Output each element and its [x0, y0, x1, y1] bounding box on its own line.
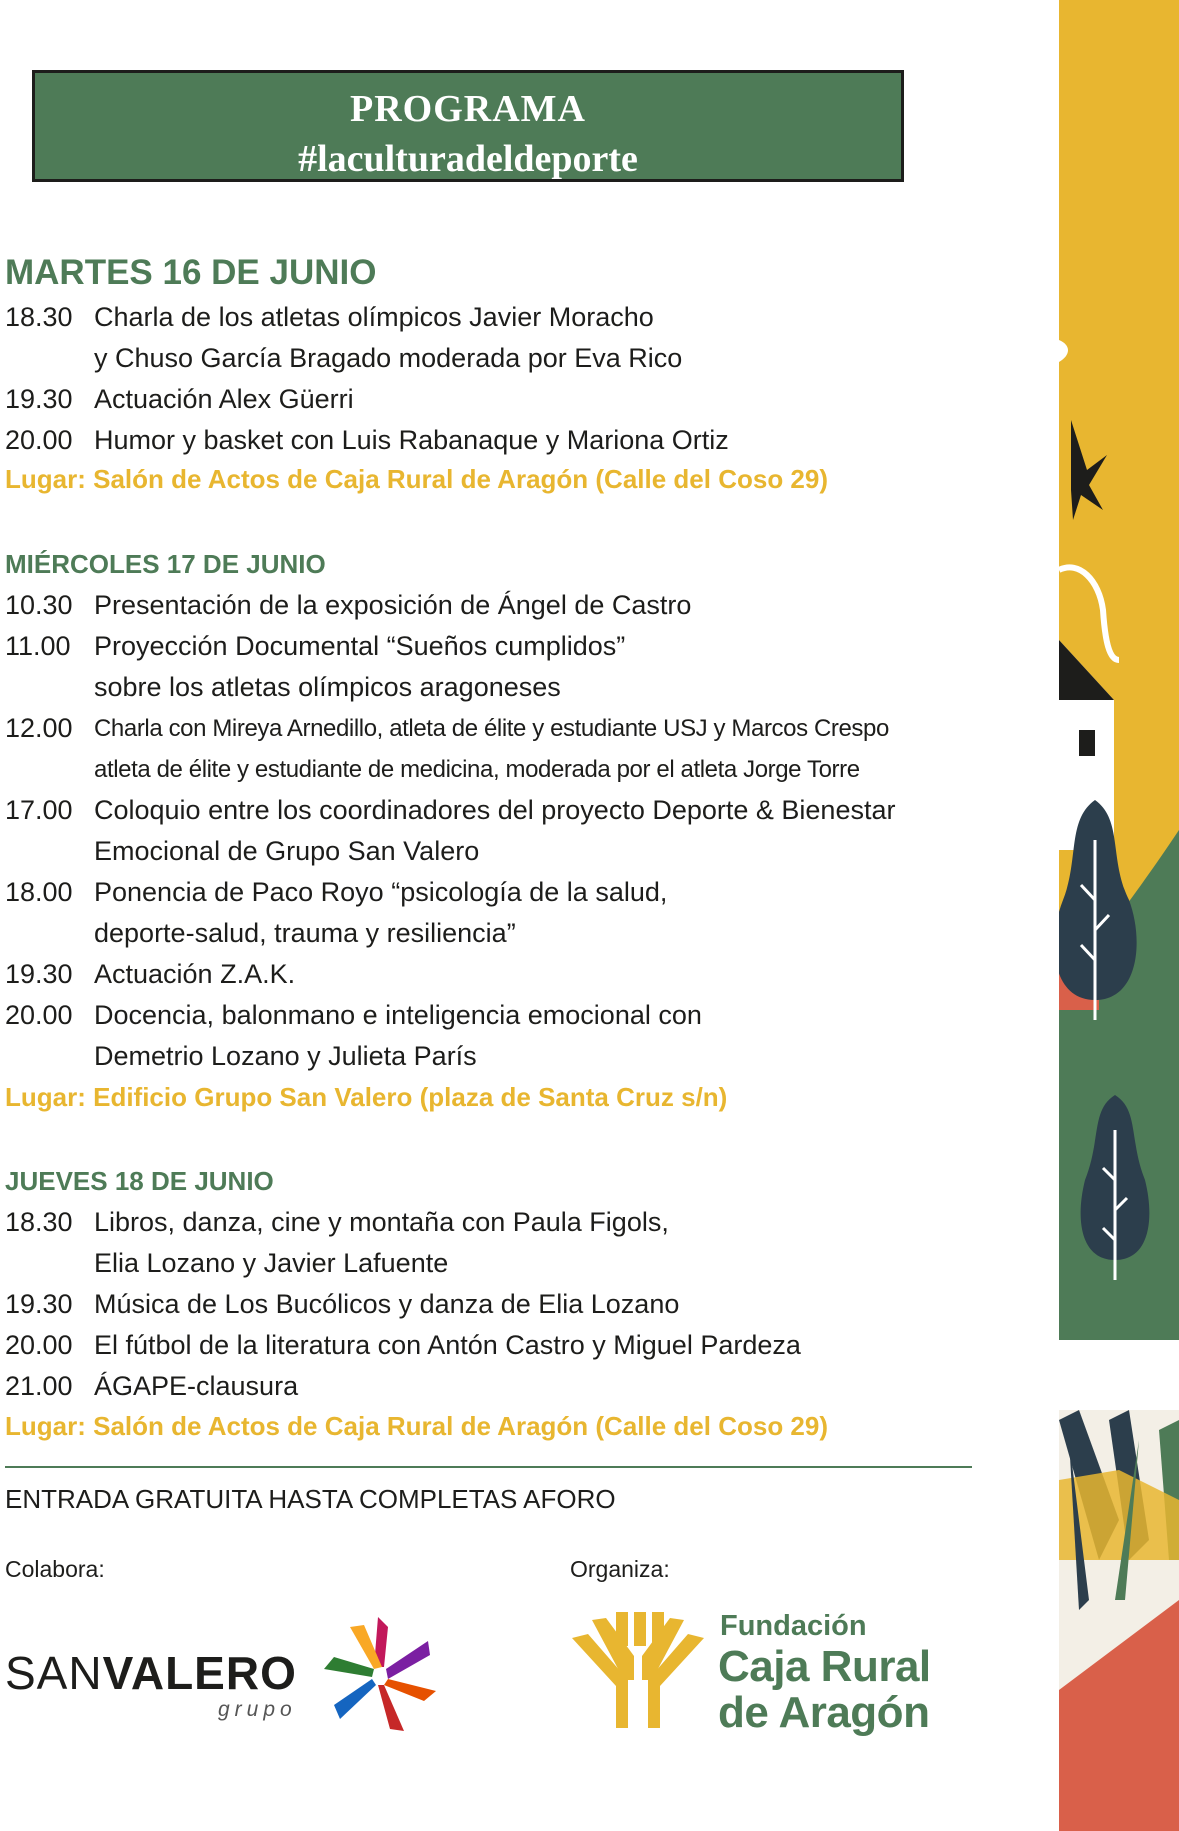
event-time: 12.00: [5, 713, 73, 743]
sanvalero-logo: [5, 1610, 445, 1750]
fundacion-caja-rural-logo: [568, 1610, 968, 1740]
venue-tuesday: Lugar: Salón de Actos de Caja Rural de Aragón (Calle del Coso 29): [5, 464, 829, 494]
event-text: El fútbol de la literatura con Antón Castro y Miguel Pardeza: [94, 1330, 801, 1360]
sanvalero-star-icon: [315, 1610, 445, 1740]
free-entry-notice: ENTRADA GRATUITA HASTA COMPLETAS AFORO: [5, 1484, 616, 1514]
event-text: Proyección Documental “Sueños cumplidos”: [94, 631, 626, 661]
event-time: 20.00: [5, 425, 73, 455]
event-time: 21.00: [5, 1371, 73, 1401]
event-text: Coloquio entre los coordinadores del proyecto Deporte & Bienestar: [94, 795, 896, 825]
sanvalero-grupo: grupo: [218, 1698, 297, 1721]
venue-wednesday: Lugar: Edificio Grupo San Valero (plaza de Santa Cruz s/n): [5, 1082, 728, 1112]
event-text: y Chuso García Bragado moderada por Eva Rico: [94, 343, 683, 373]
event-text: Charla con Mireya Arnedillo, atleta de élite y estudiante USJ y Marcos Crespo: [94, 715, 889, 742]
sanvalero-name-bold: VALERO: [102, 1647, 297, 1699]
event-time: 10.30: [5, 590, 73, 620]
event-time: 19.30: [5, 1289, 73, 1319]
event-time: 19.30: [5, 959, 73, 989]
event-text: Actuación Alex Güerri: [94, 384, 354, 414]
program-hashtag: #laculturadeldeporte: [298, 138, 638, 180]
event-text: Humor y basket con Luis Rabanaque y Mariona Ortiz: [94, 425, 729, 455]
event-text: Demetrio Lozano y Julieta París: [94, 1041, 477, 1071]
event-time: 18.30: [5, 1207, 73, 1237]
day-heading-thursday: JUEVES 18 DE JUNIO: [5, 1166, 274, 1196]
fundacion-text: Fundación: [720, 1610, 867, 1642]
sanvalero-name-light: SAN: [5, 1647, 103, 1699]
event-text: Ponencia de Paco Royo “psicología de la salud,: [94, 877, 668, 907]
event-text: Actuación Z.A.K.: [94, 959, 296, 989]
day-heading-wednesday: MIÉRCOLES 17 DE JUNIO: [5, 549, 326, 579]
event-time: 17.00: [5, 795, 73, 825]
event-text: ÁGAPE-clausura: [94, 1371, 299, 1401]
decorative-illustration: [1059, 0, 1179, 1831]
event-time: 19.30: [5, 384, 73, 414]
program-title: PROGRAMA: [350, 88, 586, 130]
event-text: Música de Los Bucólicos y danza de Elia Lozano: [94, 1289, 680, 1319]
event-text: sobre los atletas olímpicos aragoneses: [94, 672, 561, 702]
event-time: 11.00: [5, 631, 71, 661]
sanvalero-wordmark: [5, 1646, 297, 1700]
event-text: deporte-salud, trauma y resiliencia”: [94, 918, 516, 948]
footer-divider: [5, 1466, 972, 1468]
event-text: atleta de élite y estudiante de medicina, moderada por el atleta Jorge Torre: [94, 756, 860, 783]
de-aragon-text: de Aragón: [718, 1688, 930, 1737]
event-text: Presentación de la exposición de Ángel de Castro: [94, 590, 692, 620]
venue-thursday: Lugar: Salón de Actos de Caja Rural de Aragón (Calle del Coso 29): [5, 1411, 829, 1441]
event-text: Docencia, balonmano e inteligencia emocional con: [94, 1000, 702, 1030]
event-time: 18.00: [5, 877, 73, 907]
event-time: 20.00: [5, 1330, 73, 1360]
event-text: Emocional de Grupo San Valero: [94, 836, 480, 866]
event-text: Libros, danza, cine y montaña con Paula Figols,: [94, 1207, 669, 1237]
event-time: 20.00: [5, 1000, 73, 1030]
collabora-label: Colabora:: [5, 1556, 105, 1582]
wheat-icon: [568, 1610, 708, 1732]
event-text: Elia Lozano y Javier Lafuente: [94, 1248, 449, 1278]
program-header: [32, 70, 904, 182]
day-heading-tuesday: MARTES 16 DE JUNIO: [5, 253, 377, 292]
event-time: 18.30: [5, 302, 73, 332]
caja-rural-text: Caja Rural: [718, 1642, 931, 1691]
event-text: Charla de los atletas olímpicos Javier Moracho: [94, 302, 654, 332]
organiza-label: Organiza:: [570, 1556, 670, 1582]
